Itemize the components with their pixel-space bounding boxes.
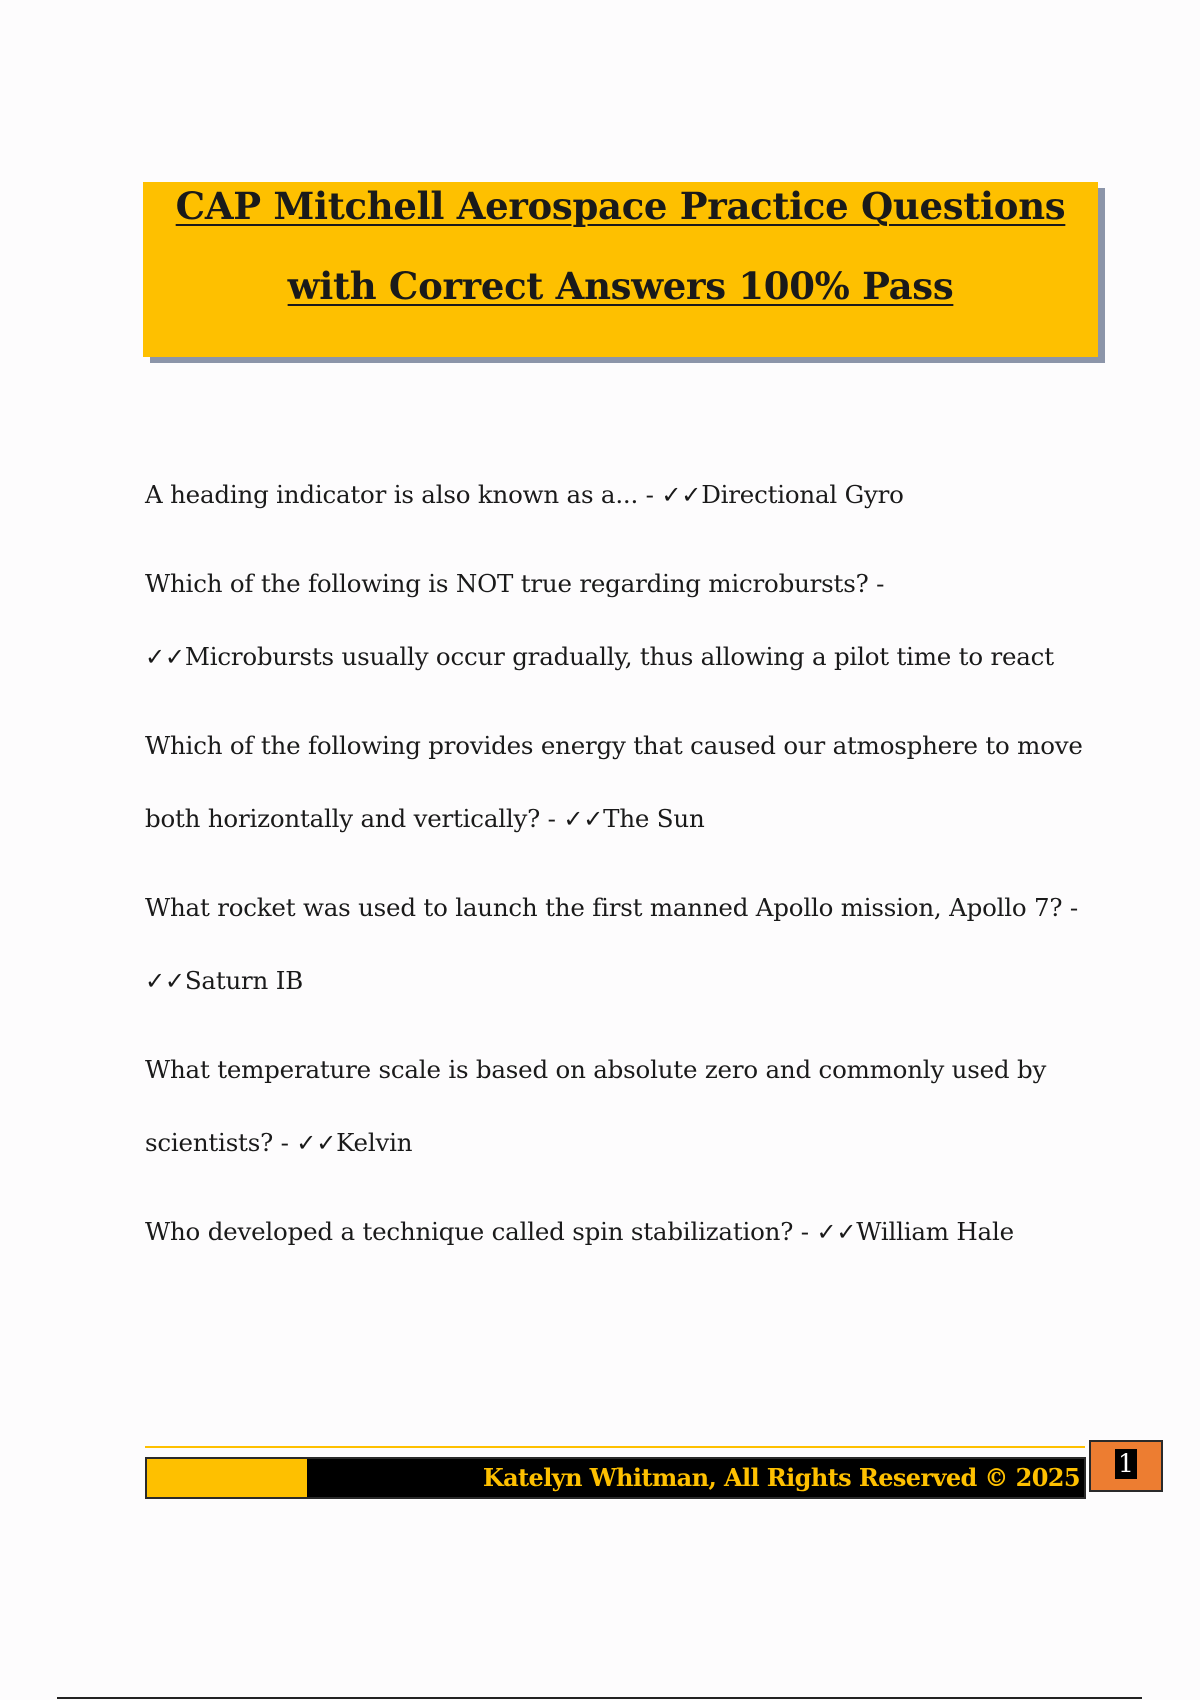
qa-item bbox=[145, 709, 1085, 856]
title-banner bbox=[143, 182, 1098, 357]
qa-item bbox=[145, 871, 1085, 1018]
answer-text: The Sun bbox=[603, 804, 705, 833]
double-check-icon: ✓✓ bbox=[816, 1218, 857, 1246]
double-check-icon: ✓✓ bbox=[296, 1129, 337, 1157]
answer-text: Directional Gyro bbox=[701, 480, 904, 509]
document-title-line-2: with Correct Answers 100% Pass bbox=[287, 264, 954, 308]
qa-item bbox=[145, 1195, 1085, 1269]
document-title-line-1: CAP Mitchell Aerospace Practice Questions bbox=[175, 184, 1066, 228]
question-text: What temperature scale is based on absolute zero and commonly used by scientists? - bbox=[145, 1055, 1047, 1157]
qa-list bbox=[145, 458, 1085, 1284]
page-bottom-rule bbox=[57, 1697, 1142, 1699]
double-check-icon: ✓✓ bbox=[145, 643, 185, 671]
page-number-box bbox=[1089, 1440, 1163, 1492]
footer-copyright-panel bbox=[307, 1459, 1084, 1497]
double-check-icon: ✓✓ bbox=[145, 967, 185, 995]
footer-divider bbox=[145, 1446, 1085, 1448]
answer-text: Kelvin bbox=[336, 1128, 413, 1157]
question-text: Who developed a technique called spin stabilization? - bbox=[145, 1217, 817, 1246]
question-text: Which of the following provides energy that caused our atmosphere to move both horizontally and vertically? - bbox=[145, 731, 1083, 833]
page-number: 1 bbox=[1115, 1449, 1137, 1479]
question-text: Which of the following is NOT true regarding microbursts? - bbox=[145, 569, 885, 598]
question-text: What rocket was used to launch the first manned Apollo mission, Apollo 7? - bbox=[145, 893, 1079, 922]
double-check-icon: ✓✓ bbox=[563, 805, 604, 833]
qa-item bbox=[145, 458, 1085, 532]
question-text: A heading indicator is also known as a... - bbox=[145, 480, 662, 509]
footer-bar bbox=[145, 1457, 1086, 1499]
answer-text: William Hale bbox=[856, 1217, 1014, 1246]
qa-item bbox=[145, 1033, 1085, 1180]
double-check-icon: ✓✓ bbox=[661, 481, 702, 509]
copyright-text: Katelyn Whitman, All Rights Reserved © 2025 bbox=[482, 1463, 1080, 1492]
answer-text: Microbursts usually occur gradually, thus allowing a pilot time to react bbox=[184, 642, 1054, 671]
answer-text: Saturn IB bbox=[184, 966, 304, 995]
qa-item bbox=[145, 547, 1085, 694]
